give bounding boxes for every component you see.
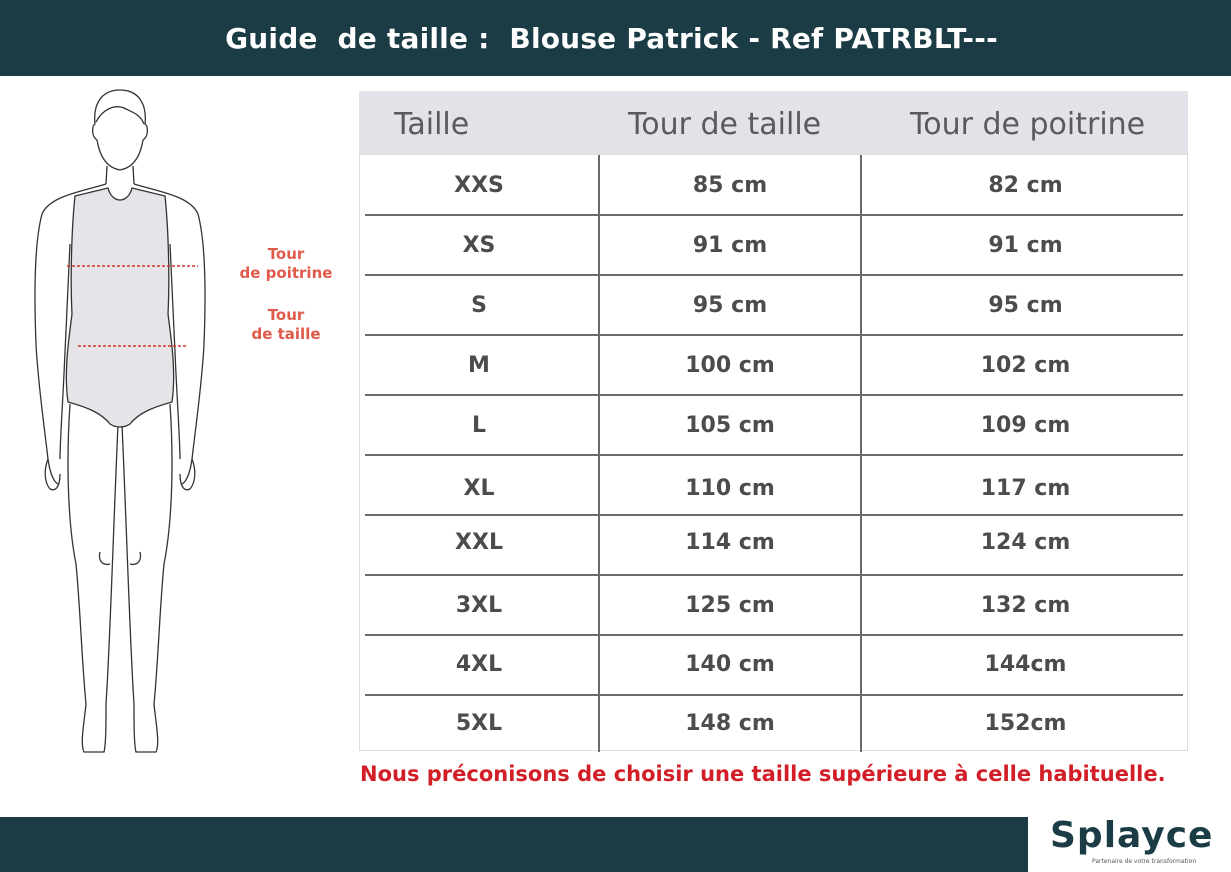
table-row (360, 275, 1189, 335)
waist-cell: 85 cm (692, 172, 768, 198)
waist-cell: 110 cm (685, 475, 775, 501)
chest-cell: 102 cm (980, 352, 1071, 378)
chest-annotation (226, 245, 346, 283)
waist-annotation-line1: Tour (267, 306, 305, 324)
table-header (359, 91, 1188, 154)
size-table (359, 91, 1188, 751)
waist-cell: 125 cm (685, 592, 775, 618)
page-footer (0, 817, 1028, 872)
waist-cell: 114 cm (685, 529, 775, 555)
chest-cell: 152cm (984, 710, 1067, 736)
waist-cell: 105 cm (685, 412, 775, 438)
size-cell: 5XL (455, 710, 503, 736)
chest-cell: 91 cm (988, 232, 1063, 258)
waist-cell: 140 cm (685, 651, 775, 677)
table-row (360, 458, 1189, 518)
page-header (0, 0, 1231, 76)
brand-logo (1048, 816, 1218, 868)
waist-cell: 100 cm (685, 352, 775, 378)
waist-annotation-line2: de taille (251, 325, 321, 343)
chest-annotation-line1: Tour (267, 245, 305, 263)
row-divider (365, 454, 1183, 456)
size-cell: 4XL (455, 651, 503, 677)
column-header-taille: Taille (394, 107, 470, 142)
table-row (360, 575, 1189, 635)
chest-annotation-line2: de poitrine (239, 264, 333, 282)
waist-cell: 95 cm (692, 292, 768, 318)
chest-cell: 95 cm (988, 292, 1063, 318)
size-cell: XL (463, 475, 495, 501)
size-cell: XXL (455, 529, 503, 555)
size-cell: S (471, 292, 487, 318)
table-row (360, 693, 1189, 753)
body-silhouette (20, 84, 220, 764)
garment-shape (66, 188, 173, 427)
size-cell: 3XL (455, 592, 503, 618)
waist-cell: 91 cm (692, 232, 768, 258)
column-header-tour-de-taille: Tour de taille (628, 107, 822, 142)
table-row (360, 155, 1189, 215)
table-row (360, 395, 1189, 455)
size-cell: L (471, 412, 487, 438)
chest-cell: 144cm (984, 651, 1067, 677)
table-row (360, 512, 1189, 572)
table-row (360, 335, 1189, 395)
chest-cell: 117 cm (980, 475, 1071, 501)
sizing-advice-note: Nous préconisons de choisir une taille supérieure à celle habituelle. (360, 762, 1166, 786)
table-row (360, 215, 1189, 275)
waist-annotation (226, 306, 346, 344)
column-header-tour-de-poitrine: Tour de poitrine (910, 107, 1146, 142)
brand-tagline: Partenaire de votre transformation (1092, 858, 1197, 865)
chest-cell: 124 cm (980, 529, 1071, 555)
chest-cell: 109 cm (980, 412, 1071, 438)
chest-cell: 132 cm (980, 592, 1071, 618)
size-cell: M (468, 352, 490, 378)
table-body (359, 154, 1188, 751)
brand-name: Splayce (1050, 815, 1214, 856)
size-cell: XXS (454, 172, 504, 198)
page-title: Guide de taille : Blouse Patrick - Ref PATRBLT--- (225, 21, 998, 55)
size-cell: XS (462, 232, 496, 258)
waist-cell: 148 cm (685, 710, 775, 736)
table-row (360, 634, 1189, 694)
chest-cell: 82 cm (988, 172, 1063, 198)
body-figure-illustration (20, 84, 220, 764)
